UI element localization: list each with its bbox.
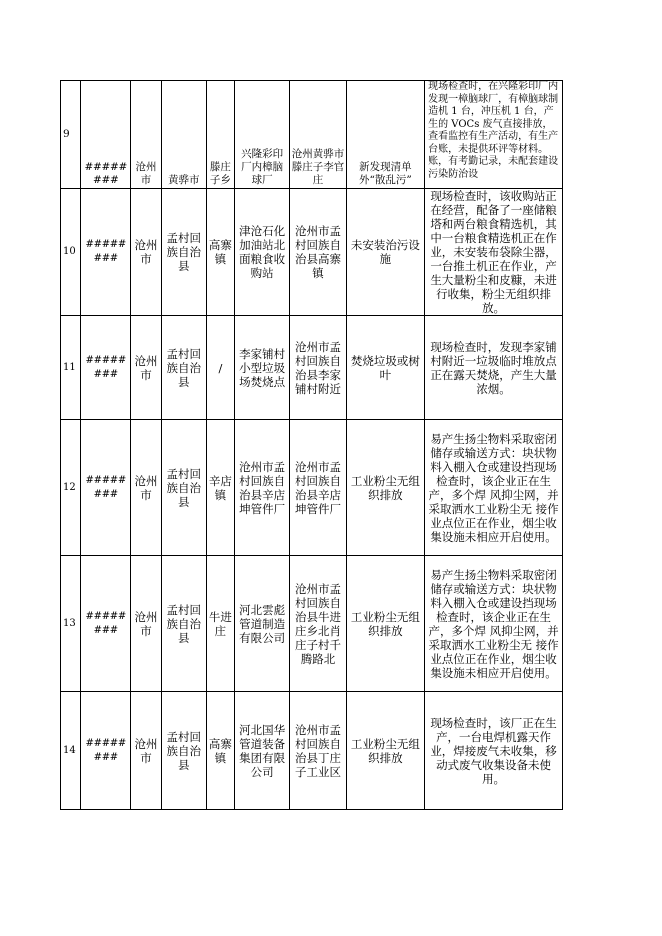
- issue-cell: 未安装治污设施: [346, 189, 424, 316]
- county-cell: 孟村回族自治县: [161, 692, 206, 810]
- town-cell: 牛进庄: [206, 556, 234, 692]
- town-cell: 高寨镇: [206, 692, 234, 810]
- date-cell: ########: [81, 420, 131, 556]
- address-cell: 沧州市孟村回族自治县辛店坤管件厂: [290, 420, 346, 556]
- city-cell: 沧州市: [131, 692, 161, 810]
- row-number: 14: [61, 692, 81, 810]
- company-cell: 河北雲彪管道制造有限公司: [235, 556, 290, 692]
- row-number: 13: [61, 556, 81, 692]
- row-number: 9: [61, 81, 81, 189]
- issue-cell: 工业粉尘无组织排放: [346, 556, 424, 692]
- city-cell: 沧州市: [131, 420, 161, 556]
- table-row: [61, 81, 563, 189]
- date-cell: ########: [81, 692, 131, 810]
- issue-cell: 焚烧垃圾或树叶: [346, 316, 424, 420]
- row-number: 10: [61, 189, 81, 316]
- issue-cell: 工业粉尘无组织排放: [346, 420, 424, 556]
- table-row: [61, 420, 563, 556]
- row-number: 12: [61, 420, 81, 556]
- date-cell: ########: [81, 556, 131, 692]
- address-cell: 沧州市孟村回族自治县高寨镇: [290, 189, 346, 316]
- detail-text: 现场检查时，在兴隆彩印厂内发现一樟脑球厂，有樟脑球制造机 1 台，冲压机 1 台，产生的 VOCs 废气直接排放，查看监控有生产活动，有生产台账，未提供环评等材料。账，有考勤记录，未配套建设污染防治设: [428, 81, 559, 180]
- company-cell: 津沧石化加油站北面粮食收购站: [235, 189, 290, 316]
- company-cell: 兴隆彩印厂内樟脑球厂: [235, 81, 290, 189]
- issue-cell: 工业粉尘无组织排放: [346, 692, 424, 810]
- town-cell: 高寨镇: [206, 189, 234, 316]
- table-row: [61, 692, 563, 810]
- company-cell: 沧州市孟村回族自治县辛店坤管件厂: [235, 420, 290, 556]
- detail-cell: 易产生扬尘物料采取密闭储存或输送方式：块状物料入棚入仓或建设挡现场检查时，该企业正在生产，多个焊 风抑尘网，并采取洒水工业粉尘无 接作业点位正在作业，烟尘收集设施未相应开启使用。: [425, 556, 563, 692]
- row-number: 11: [61, 316, 81, 420]
- company-cell: 李家铺村小型垃圾场焚烧点: [235, 316, 290, 420]
- detail-cell: 现场检查时，发现李家铺村附近一垃圾临时堆放点正在露天焚烧，产生大量浓烟。: [425, 316, 563, 420]
- city-cell: 沧州市: [131, 316, 161, 420]
- city-cell: 沧州市: [131, 189, 161, 316]
- date-cell: ########: [81, 81, 131, 189]
- address-cell: 沧州黄骅市滕庄子李官庄: [290, 81, 346, 189]
- county-cell: 黄骅市: [161, 81, 206, 189]
- detail-cell: [425, 81, 563, 189]
- date-cell: ########: [81, 189, 131, 316]
- detail-cell: 易产生扬尘物料采取密闭储存或输送方式：块状物料入棚入仓或建设挡现场检查时，该企业正在生产，多个焊 风抑尘网，并采取洒水工业粉尘无 接作业点位正在作业，烟尘收集设施未相应开启使用。: [425, 420, 563, 556]
- table-row: [61, 556, 563, 692]
- county-cell: 孟村回族自治县: [161, 316, 206, 420]
- county-cell: 孟村回族自治县: [161, 189, 206, 316]
- city-cell: 沧州市: [131, 81, 161, 189]
- town-cell: /: [206, 316, 234, 420]
- address-cell: 沧州市孟村回族自治县李家铺村附近: [290, 316, 346, 420]
- table-row: [61, 189, 563, 316]
- date-cell: ########: [81, 316, 131, 420]
- city-cell: 沧州市: [131, 556, 161, 692]
- town-cell: 辛店镇: [206, 420, 234, 556]
- county-cell: 孟村回族自治县: [161, 420, 206, 556]
- detail-cell: 现场检查时，该收购站正在经营，配备了一座储粮塔和两台粮食精选机，其中一台粮食精选机正在作业，未安装布袋除尘器，一台推土机正在作业，产生大量粉尘和皮糠，未进行收集，粉尘无组织排放。: [425, 189, 563, 316]
- table-row: [61, 316, 563, 420]
- issue-cell: 新发现清单外“散乱污”: [346, 81, 424, 189]
- inspection-table: [60, 80, 563, 810]
- detail-cell: 现场检查时，该厂正在生产，一台电焊机露天作业，焊接废气未收集，移动式废气收集设备未使用。: [425, 692, 563, 810]
- county-cell: 孟村回族自治县: [161, 556, 206, 692]
- company-cell: 河北国华管道装备集团有限公司: [235, 692, 290, 810]
- town-cell: 滕庄子乡: [206, 81, 234, 189]
- address-cell: 沧州市孟村回族自治县丁庄子工业区: [290, 692, 346, 810]
- address-cell: 沧州市孟村回族自治县牛进庄乡北肖庄子村千腾路北: [290, 556, 346, 692]
